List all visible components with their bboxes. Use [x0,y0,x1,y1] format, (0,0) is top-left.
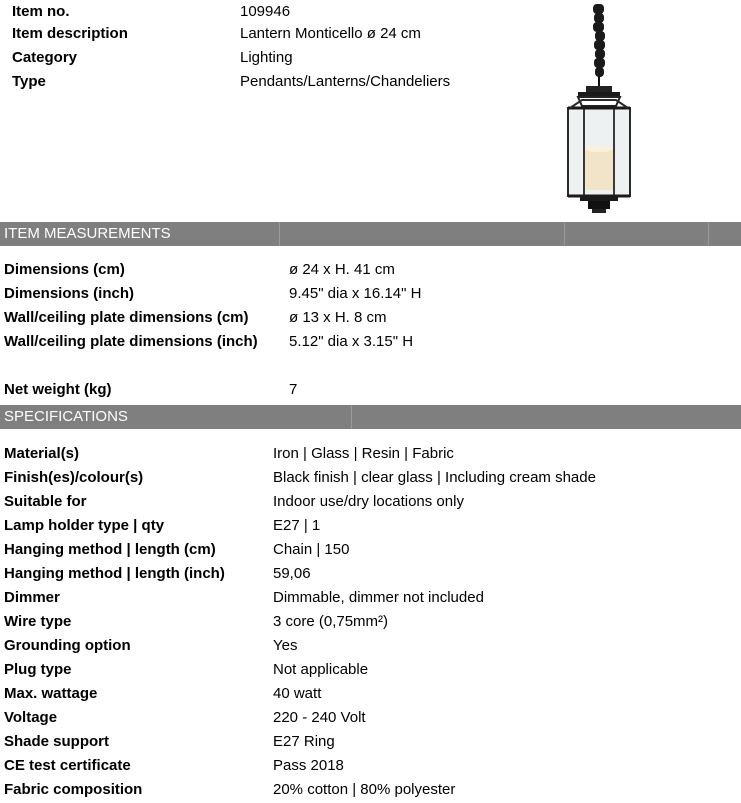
specifications-title: SPECIFICATIONS [4,408,128,425]
measurement-row [0,258,741,282]
spec-value: 59,06 [273,565,311,582]
spec-label: Finish(es)/colour(s) [4,469,144,486]
measurement-row [0,306,741,330]
spec-label: Hanging method | length (inch) [4,565,225,582]
item-description-label: Item description [12,25,128,42]
band-divider [564,222,565,246]
measurement-value: ø 24 x H. 41 cm [289,261,395,278]
lantern-product-image [548,0,648,215]
band-divider [351,405,352,429]
item-description-value: Lantern Monticello ø 24 cm [240,25,421,42]
measurement-label: Wall/ceiling plate dimensions (inch) [4,333,258,350]
spec-label: Fabric composition [4,781,143,798]
spec-label: Voltage [4,709,58,726]
spec-label: Max. wattage [4,685,98,702]
type-value: Pendants/Lanterns/Chandeliers [240,73,451,90]
measurement-value: 9.45" dia x 16.14" H [289,285,422,302]
measurement-label: Dimensions (cm) [4,261,125,278]
spec-row [0,442,741,466]
spec-value: 220 - 240 Volt [273,709,366,726]
spec-value: E27 | 1 [273,517,321,534]
spec-label: Grounding option [4,637,131,654]
spec-label: Dimmer [4,589,60,606]
spec-row [0,610,741,634]
type-label: Type [12,73,46,90]
item-no-value: 109946 [240,3,291,20]
measurement-row [0,282,741,306]
measurement-label: Dimensions (inch) [4,285,135,302]
spec-row [0,754,741,778]
spec-value: 40 watt [273,685,322,702]
spec-row [0,658,741,682]
spec-label: Hanging method | length (cm) [4,541,216,558]
net-weight-row [0,378,741,402]
specifications-header [0,405,741,429]
spec-row [0,538,741,562]
spec-value: E27 Ring [273,733,335,750]
spec-row [0,778,741,802]
spec-label: Wire type [4,613,72,630]
spec-value: Black finish | clear glass | Including cream shade [273,469,596,486]
spec-value: Chain | 150 [273,541,350,558]
spec-value: Dimmable, dimmer not included [273,589,484,606]
category-value: Lighting [240,49,293,66]
spec-label: CE test certificate [4,757,131,774]
spec-row [0,730,741,754]
measurement-value: 5.12" dia x 3.15" H [289,333,414,350]
spec-row [0,490,741,514]
band-divider [279,222,280,246]
spec-label: Lamp holder type | qty [4,517,165,534]
spec-value: Pass 2018 [273,757,344,774]
item-no-label: Item no. [12,3,70,20]
spec-value: 3 core (0,75mm²) [273,613,389,630]
band-divider [708,222,709,246]
spec-value: Indoor use/dry locations only [273,493,464,510]
spec-row [0,706,741,730]
measurement-label: Wall/ceiling plate dimensions (cm) [4,309,249,326]
spec-label: Suitable for [4,493,87,510]
spec-value: Yes [273,637,298,654]
spec-label: Material(s) [4,445,80,462]
spec-row [0,634,741,658]
spec-label: Plug type [4,661,72,678]
spec-row [0,586,741,610]
spec-value: Iron | Glass | Resin | Fabric [273,445,454,462]
spec-row [0,514,741,538]
spec-row [0,466,741,490]
net-weight-label: Net weight (kg) [4,381,112,398]
spec-value: 20% cotton | 80% polyester [273,781,456,798]
spec-label: Shade support [4,733,110,750]
item-measurements-title: ITEM MEASUREMENTS [4,225,171,242]
net-weight-value: 7 [289,381,298,398]
item-measurements-header [0,222,741,246]
measurement-value: ø 13 x H. 8 cm [289,309,387,326]
spec-row [0,682,741,706]
measurement-row [0,330,741,354]
category-label: Category [12,49,78,66]
spec-row [0,562,741,586]
spec-value: Not applicable [273,661,369,678]
